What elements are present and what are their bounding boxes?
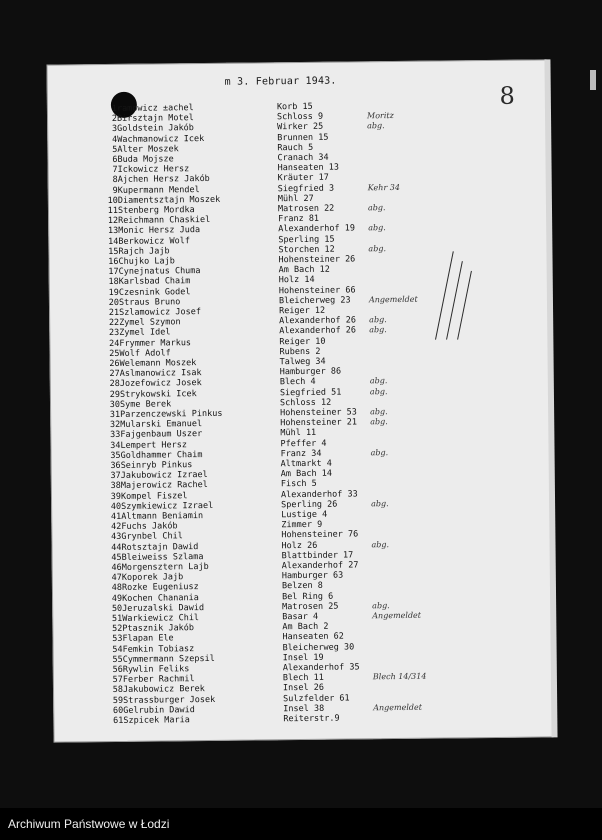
person-name: Lempert Hersz: [120, 439, 188, 451]
list-row: [111, 642, 355, 655]
list-row: [106, 203, 386, 217]
row-number: 29: [109, 389, 120, 400]
row-number: 22: [108, 318, 120, 329]
person-name: Gelrubin Dawid: [123, 704, 195, 716]
person-name: Rajch Jajb: [118, 246, 170, 257]
address: Insel 26: [282, 683, 325, 694]
row-number: 55: [112, 654, 123, 665]
person-name: Szymkiewicz Izrael: [121, 500, 214, 512]
person-name: Flapan Ele: [122, 633, 174, 645]
right-edge-clip: [590, 70, 596, 90]
list-row: [106, 162, 340, 176]
address: Am Bach 2: [282, 621, 329, 633]
row-number: 23: [108, 328, 120, 339]
person-name: Seinryb Pinkus: [120, 460, 193, 471]
row-number: 51: [111, 613, 123, 624]
address: Kräuter 17: [277, 173, 329, 184]
address: Zimmer 9: [281, 519, 323, 531]
list-row: [109, 539, 390, 553]
list-row: [108, 407, 388, 420]
document-title: m 3. Februar 1943.: [224, 75, 337, 88]
address: Hohensteiner 21: [280, 417, 358, 429]
list-row: [111, 683, 325, 696]
list-row: [108, 428, 317, 441]
address: Brunnen 15: [277, 132, 329, 143]
person-name: Rotsztajn Dawid: [121, 541, 199, 553]
address: Cranach 34: [277, 152, 329, 164]
list-row: [108, 386, 388, 400]
row-number: 15: [108, 246, 119, 257]
handwritten-note: Angemeldet: [373, 702, 422, 713]
address: Bleicherweg 30: [282, 642, 355, 653]
address: Holz 26: [281, 540, 318, 551]
row-number: 45: [111, 552, 122, 563]
person-name: Zymel Szymon: [119, 317, 181, 329]
list-row: [105, 121, 385, 135]
address: Holz 14: [278, 275, 315, 286]
address: Storchen 12: [278, 244, 335, 256]
row-number: 27: [109, 369, 120, 380]
person-name: Cymmermann Szepsil: [122, 653, 215, 665]
list-row: [110, 570, 344, 584]
list-row: [108, 417, 388, 431]
person-name: Karlsbad Chaim: [118, 276, 191, 288]
person-name: Jeruzalski Dawid: [122, 602, 205, 614]
person-name: Ferber Rachmil: [122, 674, 195, 686]
handwritten-note: abg.: [367, 121, 385, 131]
row-number: 4: [112, 134, 118, 145]
row-number: 39: [110, 491, 122, 502]
person-name: Kompel Fiszel: [120, 490, 188, 502]
address: Belzen 8: [281, 581, 323, 592]
list-row: [106, 193, 314, 206]
address: Franz 81: [278, 213, 320, 225]
address: Hamburger 63: [281, 570, 344, 582]
list-row: [109, 468, 333, 482]
address: Rubens 2: [279, 346, 321, 358]
address: Reiger 12: [279, 305, 326, 317]
row-number: 59: [112, 695, 124, 706]
address: Hohensteiner 66: [278, 285, 356, 296]
person-name: Morgensztern Lajb: [121, 561, 209, 573]
person-name: Parzenczewski Pinkus: [120, 408, 223, 420]
address: Blattbinder 17: [281, 550, 354, 561]
list-row: [108, 397, 332, 410]
row-number: 38: [110, 481, 121, 492]
handwritten-note: abg.: [370, 447, 389, 458]
row-number: 24: [109, 338, 120, 349]
row-number: 12: [107, 216, 119, 227]
handwritten-note: Moritz: [366, 111, 394, 121]
list-row: [110, 600, 390, 614]
address: Mühl 11: [280, 428, 317, 439]
row-number: 8: [112, 175, 118, 186]
person-name: Warkiewicz Chil: [122, 613, 200, 624]
list-row: [106, 213, 320, 227]
person-name: Grynbel Chil: [121, 531, 183, 543]
row-number: 16: [108, 256, 119, 267]
handwritten-note: abg.: [369, 315, 387, 325]
row-number: 43: [111, 532, 122, 543]
list-row: [109, 519, 323, 533]
list-row: [110, 581, 323, 594]
address: Fisch 5: [280, 479, 317, 490]
person-name: Koporek Jajb: [121, 572, 184, 584]
person-name: Monic Hersz Juda: [118, 225, 201, 237]
list-row: [106, 223, 386, 237]
list-row: [110, 591, 334, 604]
address: Blech 4: [279, 377, 316, 388]
list-row: [107, 346, 321, 359]
handwritten-note: abg.: [370, 417, 388, 427]
list-row: [106, 243, 387, 257]
list-row: [108, 438, 327, 451]
address: Matrosen 25: [282, 601, 339, 612]
address: Altmarkt 4: [280, 458, 332, 470]
address: Reiger 10: [279, 336, 326, 347]
row-number: 58: [112, 685, 124, 696]
address: Alexanderhof 26: [279, 315, 356, 327]
list-row: [107, 275, 315, 288]
row-number: 6: [112, 154, 118, 165]
person-name: Goldstein Jakób: [117, 123, 194, 135]
list-row: [110, 631, 344, 645]
row-number: 3: [111, 124, 118, 135]
handwritten-note: Blech 14/314: [372, 671, 427, 682]
row-number: 41: [110, 511, 122, 522]
address: Bleicherweg 23: [278, 295, 351, 307]
list-row: [105, 111, 394, 125]
person-name: Aslmanowicz Isak: [119, 368, 202, 380]
row-number: 20: [108, 297, 120, 308]
row-number: 10: [107, 195, 118, 206]
row-number: 34: [110, 440, 121, 451]
address: Alexanderhof 33: [280, 488, 358, 500]
person-name: Frymmer Markus: [119, 337, 192, 349]
handwritten-note: abg.: [367, 203, 386, 213]
list-row: [105, 152, 329, 165]
person-name: Jakubowicz Izrael: [120, 470, 208, 482]
row-number: 31: [109, 409, 121, 420]
address: Am Bach 14: [280, 468, 333, 480]
list-row: [109, 529, 359, 543]
list-row: [111, 713, 340, 726]
list-row: [111, 662, 360, 675]
address: Reiterstr.9: [283, 713, 340, 725]
address: Hanseaten 13: [277, 162, 340, 174]
person-name: Buda Mojsze: [117, 154, 174, 165]
list-row: [111, 671, 427, 686]
list-row: [108, 376, 388, 390]
row-number: 19: [108, 287, 119, 298]
person-name: Strassburger Josek: [123, 694, 216, 706]
list-row: [105, 142, 314, 155]
list-row: [109, 447, 389, 461]
handwritten-note: abg.: [369, 386, 388, 396]
address: Wirker 25: [277, 122, 324, 133]
person-name: Fajgenbaum Uszer: [120, 429, 203, 441]
person-name: Goldhammer Chaim: [120, 449, 203, 461]
handwritten-note: abg.: [372, 600, 390, 611]
list-row: [107, 264, 330, 278]
handwritten-note: Kehr 34: [367, 182, 401, 192]
row-number: 32: [109, 420, 121, 431]
list-row: [110, 621, 329, 635]
row-number: 17: [108, 267, 119, 278]
person-name: Berkowicz Wolf: [118, 235, 191, 247]
list-row: [111, 702, 422, 716]
person-name: Ickowicz Hersz: [117, 164, 190, 176]
handwritten-scribble: [435, 251, 454, 339]
address: Matrosen 22: [277, 203, 335, 215]
handwritten-note: abg.: [368, 223, 386, 233]
row-number: 18: [108, 277, 119, 288]
row-number: 56: [112, 664, 123, 675]
row-number: 61: [113, 715, 124, 726]
row-number: 33: [110, 430, 121, 441]
address: Bel Ring 6: [281, 591, 334, 602]
list-row: [107, 325, 387, 339]
address: Am Bach 12: [278, 264, 330, 276]
person-name: Femkin Tobiasz: [122, 643, 195, 655]
address: Lustige 4: [281, 509, 328, 521]
person-name: Strykowski Icek: [119, 388, 197, 400]
person-name: Czesnink Godel: [118, 286, 191, 298]
list-row: [111, 652, 324, 665]
address: Hanseaten 62: [282, 631, 344, 643]
row-number: 48: [111, 583, 123, 594]
row-number: 37: [110, 471, 121, 482]
row-number: 28: [109, 379, 120, 390]
row-number: 30: [109, 399, 121, 410]
address: Schloss 9: [276, 111, 324, 123]
list-row: [106, 234, 335, 247]
person-name: Reichmann Chaskiel: [118, 215, 211, 227]
handwritten-note: abg.: [368, 243, 387, 254]
person-name: Welemann Moszek: [119, 358, 197, 369]
address: Talweg 34: [279, 356, 326, 368]
archive-footer: [0, 808, 602, 840]
row-number: 11: [107, 205, 119, 217]
list-row: [110, 610, 422, 624]
row-number: 25: [109, 348, 120, 359]
list-row: [109, 509, 328, 522]
handwritten-scribble: [457, 271, 472, 340]
person-name: Rywlin Feliks: [122, 664, 190, 675]
address: Rauch 5: [277, 142, 314, 154]
address: Hamburger 86: [279, 366, 342, 378]
row-number: 7: [112, 165, 118, 176]
person-name: Bleiweiss Szlama: [121, 551, 204, 563]
person-name: Jakubowicz Berek: [122, 684, 205, 696]
row-number: 42: [111, 522, 122, 533]
person-name: Alter Moszek: [117, 144, 179, 155]
address: Insel 19: [282, 652, 324, 663]
handwritten-note: Angemeldet: [372, 610, 422, 621]
row-number: 40: [110, 501, 122, 512]
handwritten-note: abg.: [370, 407, 388, 417]
address: Alexanderhof 26: [279, 325, 357, 337]
address: Pfeffer 4: [280, 438, 327, 449]
person-name: Straus Bruno: [118, 297, 181, 308]
row-number: 21: [108, 307, 120, 318]
address: Mühl 27: [277, 193, 314, 205]
row-number: 53: [112, 634, 123, 645]
list-row: [108, 366, 342, 380]
archive-name: Archiwum Państwowe w Łodzi: [8, 817, 170, 831]
person-name: Wolf Adolf: [119, 348, 171, 359]
list-row: [110, 560, 359, 573]
address: Korb 15: [276, 101, 313, 113]
person-name: Zymel Idel: [119, 327, 171, 339]
person-name: Fuchs Jakób: [121, 521, 178, 533]
handwritten-note: Angemeldet: [368, 294, 418, 305]
row-number: 47: [111, 573, 122, 584]
handwritten-note: abg.: [369, 325, 387, 335]
person-name: Kupermann Mendel: [117, 184, 200, 196]
handwritten-note: abg.: [369, 376, 388, 386]
address: Siegfried 3: [277, 183, 335, 194]
person-name: ramowicz ±achel: [116, 103, 194, 114]
row-number: 49: [111, 593, 123, 604]
address: Insel 38: [283, 703, 325, 714]
handwritten-note: abg.: [371, 539, 390, 549]
row-number: 57: [112, 675, 123, 686]
list-row: [110, 550, 354, 563]
address: Schloss 12: [279, 397, 332, 409]
handwritten-note: abg.: [371, 498, 389, 509]
list-row: [109, 498, 389, 512]
row-number: 26: [109, 358, 120, 369]
list-row: [109, 488, 358, 502]
address: Hohensteiner 53: [280, 407, 357, 419]
row-number: 9: [112, 185, 118, 196]
address: Alexanderhof 27: [281, 560, 359, 572]
row-number: 50: [111, 603, 123, 614]
row-number: 52: [112, 624, 123, 635]
address: Basar 4: [282, 611, 319, 623]
list-row: [105, 101, 313, 114]
list-row: [106, 182, 401, 196]
list-row: [107, 305, 326, 318]
address: Sperling 26: [281, 499, 338, 511]
address: Siegfried 51: [279, 387, 342, 398]
person-name: Jozefowicz Josek: [119, 378, 202, 390]
row-number: 5: [112, 144, 118, 155]
row-number: 54: [112, 644, 123, 655]
person-name: Kochen Chanania: [122, 592, 199, 604]
address: Blech 11: [282, 672, 324, 684]
person-name: Birsztajn Motel: [116, 113, 194, 125]
list-row: [108, 356, 326, 369]
person-name: Majerowicz Rachel: [120, 480, 208, 492]
person-name: Chujko Lajb: [118, 256, 175, 267]
row-number: 60: [112, 705, 124, 716]
list-row: [109, 479, 317, 492]
address: Franz 34: [280, 448, 322, 460]
row-number: 35: [110, 450, 121, 461]
address: Hohensteiner 26: [278, 254, 356, 266]
person-name: Syme Berek: [119, 399, 172, 410]
row-number: 36: [110, 460, 121, 471]
row-number: 14: [108, 236, 119, 247]
list-row: [107, 315, 387, 329]
person-name: Szlamowicz Josef: [119, 307, 202, 318]
person-name: Altmann Beniamin: [121, 511, 204, 522]
row-number: 13: [107, 226, 119, 237]
list-row: [107, 336, 326, 349]
list-row: [106, 173, 329, 186]
person-name: Diamentsztajn Moszek: [117, 194, 221, 206]
list-row: [109, 458, 332, 471]
address: Sperling 15: [278, 234, 335, 245]
address: Alexanderhof 35: [282, 662, 360, 674]
row-number: 2: [111, 114, 118, 125]
page-number: 8: [499, 81, 515, 110]
address: Sulzfelder 61: [283, 693, 350, 704]
address: Hohensteiner 76: [281, 529, 359, 541]
row-number: 1: [111, 103, 117, 114]
list-row: [106, 254, 356, 267]
person-name: Wachmanowicz Icek: [117, 133, 205, 145]
row-number: 44: [111, 542, 122, 553]
person-name: Cynejnatus Chuma: [118, 266, 201, 278]
person-name: Rozke Eugeniusz: [121, 582, 199, 594]
list-row: [107, 285, 356, 298]
row-number: 46: [111, 562, 122, 573]
address: Alexanderhof 19: [278, 223, 356, 235]
person-name: Ajchen Hersz Jakób: [117, 174, 210, 186]
person-name: Mularski Emanuel: [120, 419, 203, 431]
list-row: [111, 693, 350, 706]
person-name: Stenberg Mordka: [117, 205, 195, 216]
person-name: Szpicek Maria: [123, 715, 190, 726]
list-row: [107, 294, 418, 308]
document-sheet: [46, 59, 553, 742]
list-row: [105, 132, 329, 145]
person-name: Ptasznik Jakób: [122, 623, 195, 635]
